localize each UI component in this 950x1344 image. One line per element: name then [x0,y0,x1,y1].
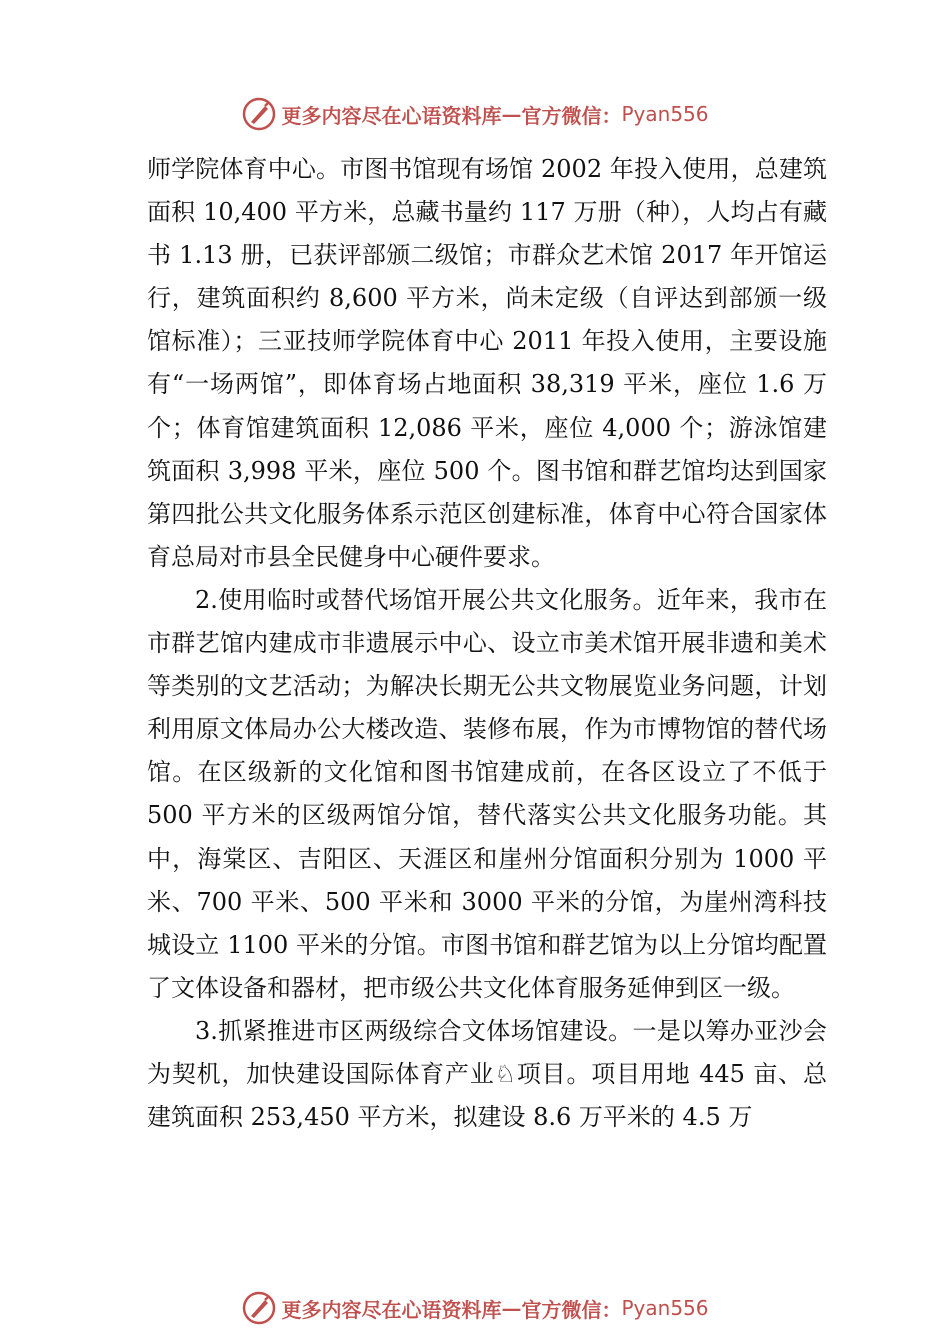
pen-logo-icon [241,96,277,132]
banner-main-text: 更多内容尽在心语资料库 [281,1297,502,1322]
banner-sub-text: 官方微信： [521,103,622,128]
header-banner [0,92,950,136]
banner-dash: — [501,1296,522,1320]
document-body [147,148,827,1139]
banner-wechat-id: Pyan556 [621,102,709,126]
banner-sub-text: 官方微信： [521,1297,622,1322]
pen-logo-icon [241,1290,277,1326]
paragraph-1: 师学院体育中心。市图书馆现有场馆 2002 年投入使用，总建筑面积 10,400 平方米，总藏书量约 117 万册（种），人均占有藏书 1.13 册，已获评部颁二级馆；市群众艺术馆 2017 年开馆运行，建筑面积约 8,600 平方米，尚未定级（自评达到部颁一级馆标准）；三亚技师学院体育中心 2011 年投入使用，主要设施有“一场两馆”，即体育场占地面积 38,319 平米，座位 1.6 万个；体育馆建筑面积 12,086 平米，座位 4,000 个；游泳馆建筑面积 3,998 平米，座位 500 个。图书馆和群艺馆均达到国家第四批公共文化服务体系示范区创建标准，体育中心符合国家体育总局对市县全民健身中心硬件要求。 [147,155,827,571]
paragraph-3: 3.抓紧推进市区两级综合文体场馆建设。一是以筹办亚沙会为契机，加快建设国际体育产业♘项目。项目用地 445 亩、总建筑面积 253,450 平方米，拟建设 8.6 万平米的 4.5 万 [147,1016,827,1132]
footer-banner [0,1286,950,1330]
paragraph-2: 2.使用临时或替代场馆开展公共文化服务。近年来，我市在市群艺馆内建成市非遗展示中心、设立市美术馆开展非遗和美术等类别的文艺活动；为解决长期无公共文物展览业务问题，计划利用原文体局办公大楼改造、装修布展，作为市博物馆的替代场馆。在区级新的文化馆和图书馆建成前，在各区设立了不低于 500 平方米的区级两馆分馆，替代落实公共文化服务功能。其中，海棠区、吉阳区、天涯区和崖州分馆面积分别为 1000 平米、700 平米、500 平米和 3000 平米的分馆，为崖州湾科技城设立 1100 平米的分馆。市图书馆和群艺馆为以上分馆均配置了文体设备和器材，把市级公共文化体育服务延伸到区一级。 [147,585,827,1002]
banner-dash: — [501,102,522,126]
banner-main-text: 更多内容尽在心语资料库 [281,103,502,128]
banner-wechat-id: Pyan556 [621,1296,709,1320]
